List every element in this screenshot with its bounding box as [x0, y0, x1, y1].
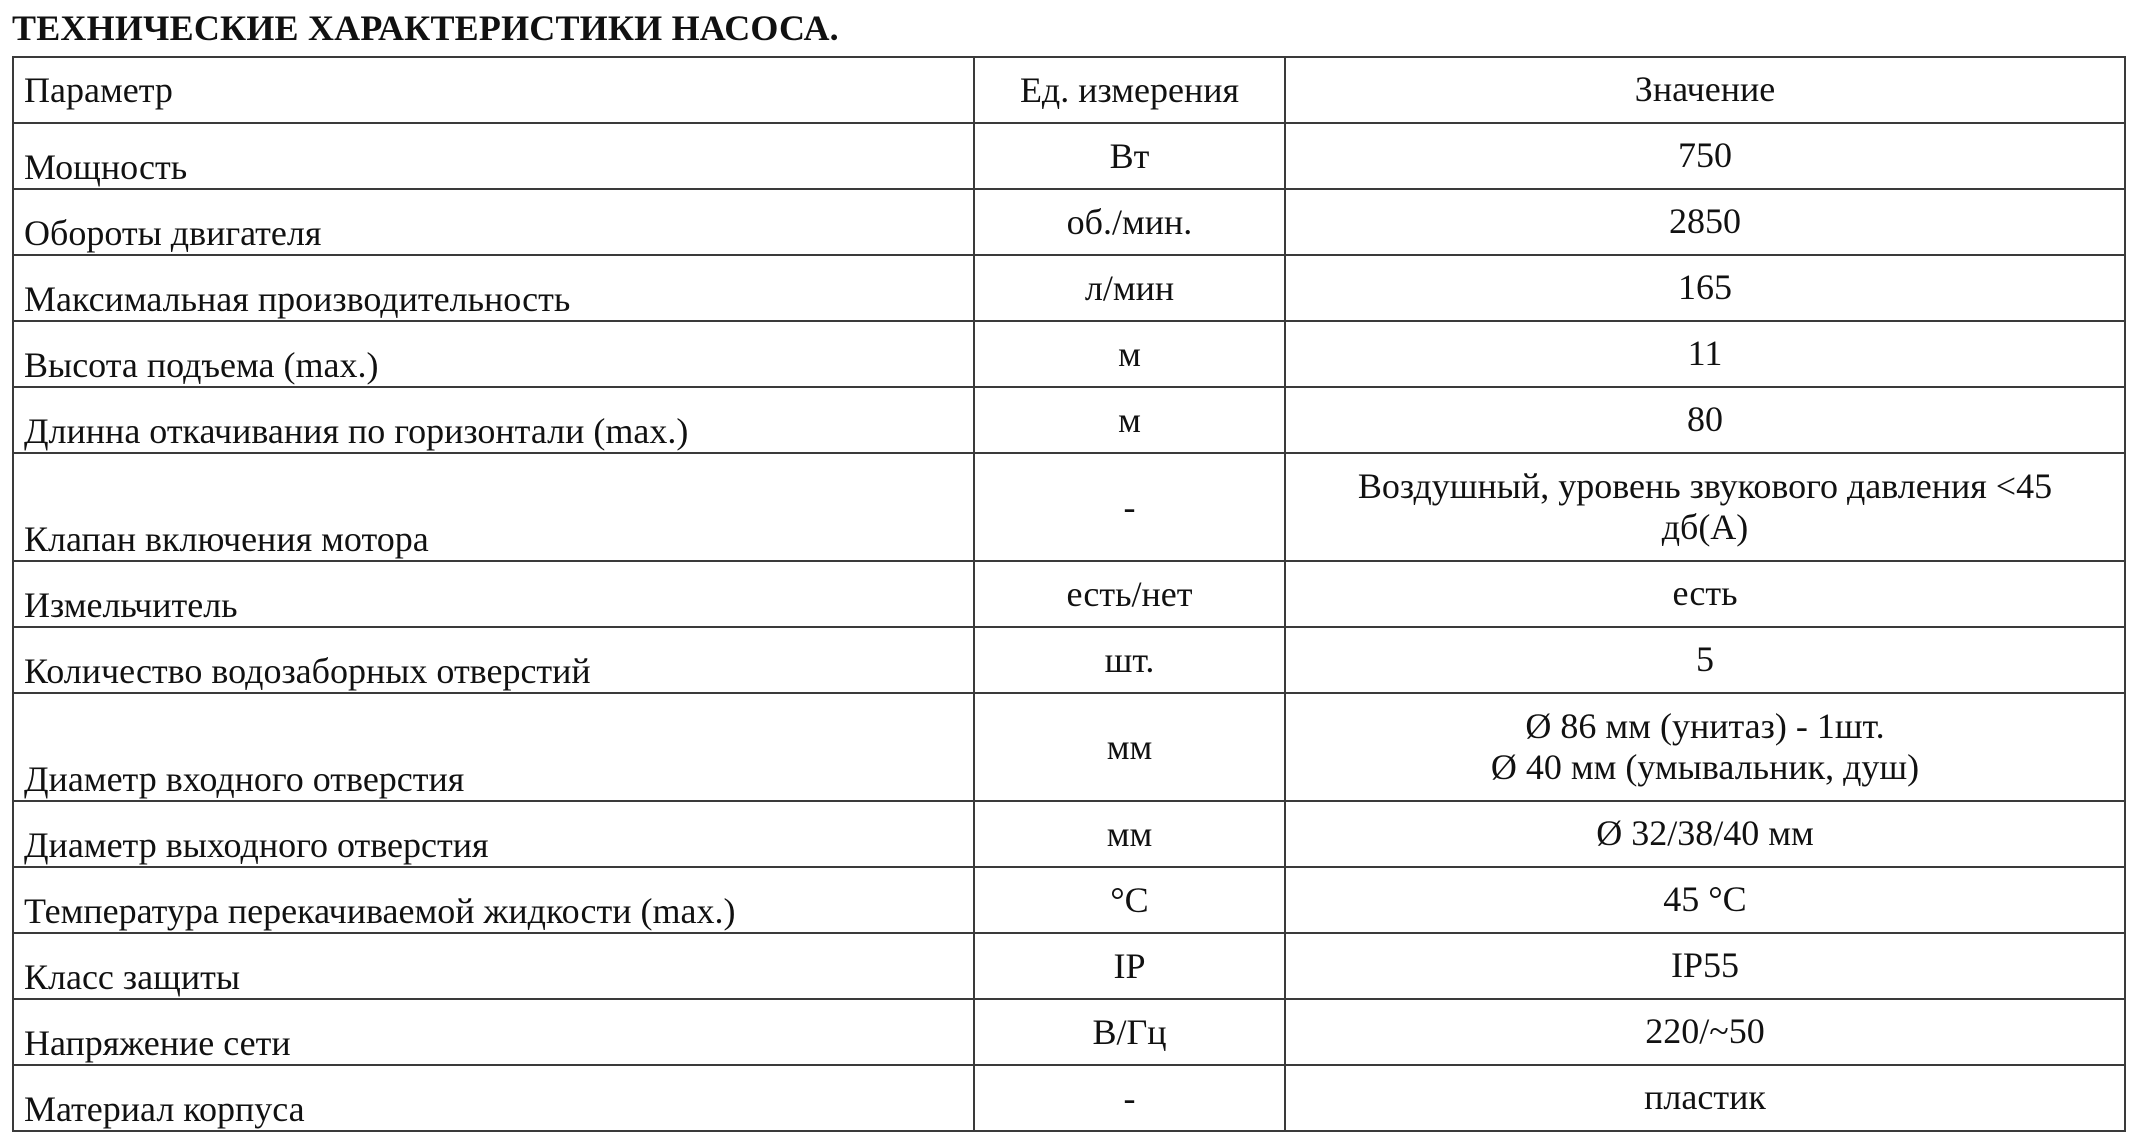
unit-cell: мм: [974, 693, 1285, 801]
value-cell: 165: [1285, 255, 2125, 321]
value-cell: 750: [1285, 123, 2125, 189]
param-cell: Материал корпуса: [13, 1065, 974, 1131]
value-cell: Ø 32/38/40 мм: [1285, 801, 2125, 867]
value-line: дб(А): [1661, 507, 1749, 547]
table-row: [13, 801, 2125, 867]
value-cell: 220/~50: [1285, 999, 2125, 1065]
unit-cell: °C: [974, 867, 1285, 933]
value-cell: 80: [1285, 387, 2125, 453]
value-cell: 45 °C: [1285, 867, 2125, 933]
unit-cell: -: [974, 453, 1285, 561]
table-row: [13, 627, 2125, 693]
param-cell: Обороты двигателя: [13, 189, 974, 255]
unit-cell: -: [974, 1065, 1285, 1131]
table-row: [13, 1065, 2125, 1131]
table-row: [13, 999, 2125, 1065]
table-row: [13, 255, 2125, 321]
table-row: [13, 867, 2125, 933]
value-line: Ø 86 мм (унитаз) - 1шт.: [1525, 705, 1885, 746]
param-cell: Класс защиты: [13, 933, 974, 999]
param-cell: Диаметр выходного отверстия: [13, 801, 974, 867]
header-unit: Ед. измерения: [974, 57, 1285, 123]
param-cell: Количество водозаборных отверстий: [13, 627, 974, 693]
value-cell: пластик: [1285, 1065, 2125, 1131]
table-row: [13, 693, 2125, 801]
value-cell: IP55: [1285, 933, 2125, 999]
unit-cell: шт.: [974, 627, 1285, 693]
unit-cell: мм: [974, 801, 1285, 867]
document-title: ТЕХНИЧЕСКИЕ ХАРАКТЕРИСТИКИ НАСОСА.: [12, 8, 839, 48]
unit-cell: м: [974, 321, 1285, 387]
param-cell: Высота подъема (max.): [13, 321, 974, 387]
unit-cell: IP: [974, 933, 1285, 999]
table-row: [13, 453, 2125, 561]
table-header-row: [13, 57, 2125, 123]
table-row: [13, 189, 2125, 255]
value-line: Воздушный, уровень звукового давления <45: [1357, 465, 2053, 506]
value-cell: [1285, 693, 2125, 801]
param-cell: Мощность: [13, 123, 974, 189]
value-line: Ø 40 мм (умывальник, душ): [1490, 747, 1920, 787]
param-cell: Диаметр входного отверстия: [13, 693, 974, 801]
header-param: Параметр: [13, 57, 974, 123]
table-row: [13, 933, 2125, 999]
table-row: [13, 321, 2125, 387]
table-row: [13, 387, 2125, 453]
unit-cell: об./мин.: [974, 189, 1285, 255]
unit-cell: Вт: [974, 123, 1285, 189]
value-cell: 5: [1285, 627, 2125, 693]
param-cell: Измельчитель: [13, 561, 974, 627]
value-cell: 2850: [1285, 189, 2125, 255]
value-cell: есть: [1285, 561, 2125, 627]
unit-cell: есть/нет: [974, 561, 1285, 627]
param-cell: Длинна откачивания по горизонтали (max.): [13, 387, 974, 453]
table-row: [13, 123, 2125, 189]
header-value: Значение: [1285, 57, 2125, 123]
value-cell: [1285, 453, 2125, 561]
param-cell: Температура перекачиваемой жидкости (max.): [13, 867, 974, 933]
table-row: [13, 561, 2125, 627]
param-cell: Клапан включения мотора: [13, 453, 974, 561]
unit-cell: В/Гц: [974, 999, 1285, 1065]
spec-table: [12, 56, 2126, 1132]
value-cell: 11: [1285, 321, 2125, 387]
unit-cell: л/мин: [974, 255, 1285, 321]
param-cell: Напряжение сети: [13, 999, 974, 1065]
param-cell: Максимальная производительность: [13, 255, 974, 321]
unit-cell: м: [974, 387, 1285, 453]
